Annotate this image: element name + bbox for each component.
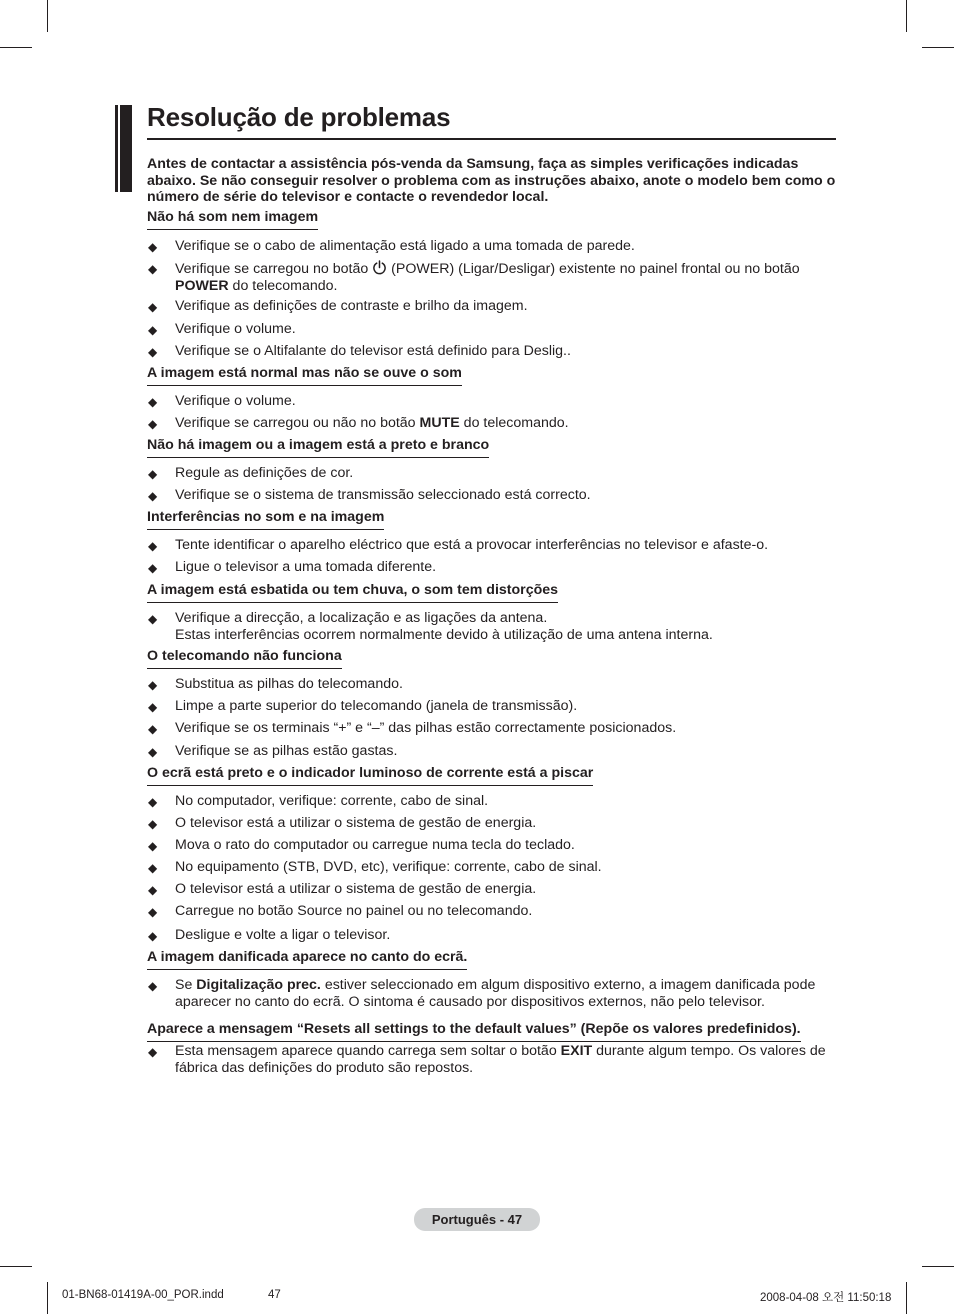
section-heading: Aparece a mensagem “Resets all settings to the default values” (Repõe os valores predefinidos). bbox=[147, 1021, 801, 1042]
text-run: O televisor está a utilizar o sistema de gestão de energia. bbox=[175, 815, 537, 831]
list-item-text bbox=[175, 1043, 837, 1076]
crop-mark bbox=[922, 47, 954, 48]
list-item-text bbox=[175, 837, 837, 854]
crop-mark bbox=[47, 1282, 48, 1314]
section-heading: O ecrã está preto e o indicador luminoso de corrente está a piscar bbox=[147, 765, 593, 786]
bullet-diamond-icon: ◆ bbox=[148, 489, 158, 503]
bold-term: POWER bbox=[175, 277, 229, 294]
bullet-diamond-icon: ◆ bbox=[148, 795, 158, 809]
bullet-diamond-icon: ◆ bbox=[148, 345, 158, 359]
text-run: No computador, verifique: corrente, cabo de sinal. bbox=[175, 793, 489, 809]
bold-term: Digitalização prec. bbox=[196, 977, 321, 993]
title-side-bars bbox=[115, 105, 132, 192]
footer-datetime: 2008-04-08 오전 11:50:18 bbox=[760, 1292, 892, 1304]
text-run: Verifique se o Altifalante do televisor está definido para Deslig.. bbox=[175, 343, 571, 359]
list-item-text bbox=[175, 743, 837, 760]
text-run: O televisor está a utilizar o sistema de gestão de energia. bbox=[175, 881, 537, 897]
text-run: Substitua as pilhas do telecomando. bbox=[175, 676, 403, 692]
list-item-text bbox=[175, 260, 837, 294]
power-icon bbox=[372, 261, 387, 277]
footer-page: 47 bbox=[268, 1289, 281, 1301]
list-item-text bbox=[175, 343, 837, 360]
bullet-diamond-icon: ◆ bbox=[148, 323, 158, 337]
side-bar-thick bbox=[120, 105, 132, 192]
section-heading: A imagem está esbatida ou tem chuva, o som tem distorções bbox=[147, 582, 558, 603]
section-heading: A imagem está normal mas não se ouve o som bbox=[147, 365, 462, 386]
section-heading: Não há som nem imagem bbox=[147, 209, 318, 230]
section-heading: Interferências no som e na imagem bbox=[147, 509, 384, 530]
bullet-diamond-icon: ◆ bbox=[148, 929, 158, 943]
text-run: Verifique se as pilhas estão gastas. bbox=[175, 743, 398, 759]
crop-mark bbox=[906, 0, 907, 32]
list-item-text bbox=[175, 610, 837, 643]
text-run: durante algum tempo. Os valores de fábrica das definições do produto são repostos. bbox=[175, 1043, 826, 1076]
text-run: Verifique se os terminais “+” e “–” das pilhas estão correctamente posicionados. bbox=[175, 720, 677, 736]
text-run: Desligue e volte a ligar o televisor. bbox=[175, 927, 391, 943]
list-item-text bbox=[175, 793, 837, 810]
title-rule bbox=[147, 138, 836, 140]
text-run: Verifique o volume. bbox=[175, 321, 296, 337]
bullet-diamond-icon: ◆ bbox=[148, 839, 158, 853]
list-item-text bbox=[175, 415, 837, 432]
text-run: (POWER) (Ligar/Desligar) existente no painel frontal ou no botão bbox=[387, 261, 800, 277]
text-run: do telecomando. bbox=[459, 415, 569, 431]
text-run: Carregue no botão Source no painel ou no telecomando. bbox=[175, 903, 533, 919]
bold-term: EXIT bbox=[560, 1043, 593, 1059]
footer-file-name: 01-BN68-01419A-00_POR.indd bbox=[62, 1289, 224, 1301]
bullet-diamond-icon: ◆ bbox=[148, 861, 158, 875]
page-number-badge: Português - 47 bbox=[414, 1208, 540, 1231]
list-item-text bbox=[175, 321, 837, 338]
text-run: Verifique o volume. bbox=[175, 393, 296, 409]
bullet-diamond-icon: ◆ bbox=[148, 905, 158, 919]
intro-paragraph: Antes de contactar a assistência pós-venda da Samsung, faça as simples verificações indicadas abaixo. Se não conseguir resolver o problema com as instruções abaixo, anote o modelo bem como o número de série do televisor e contacte o revendedor local. bbox=[147, 156, 836, 205]
text-run: do telecomando. bbox=[228, 277, 338, 294]
text-run: Se bbox=[175, 977, 197, 993]
text-run: Esta mensagem aparece quando carrega sem soltar o botão bbox=[175, 1043, 561, 1059]
list-item-text bbox=[175, 537, 837, 554]
list-item-text bbox=[175, 698, 837, 715]
text-run: Mova o rato do computador ou carregue numa tecla do teclado. bbox=[175, 837, 575, 853]
text-run: Verifique se o cabo de alimentação está ligado a uma tomada de parede. bbox=[175, 238, 635, 254]
section-heading: O telecomando não funciona bbox=[147, 648, 342, 669]
list-item-text bbox=[175, 881, 837, 898]
list-item-text bbox=[175, 859, 837, 876]
bullet-diamond-icon: ◆ bbox=[148, 883, 158, 897]
section-heading: Não há imagem ou a imagem está a preto e branco bbox=[147, 437, 489, 458]
bullet-diamond-icon: ◆ bbox=[148, 262, 158, 276]
bold-term: MUTE bbox=[419, 415, 460, 431]
text-run: No equipamento (STB, DVD, etc), verifique: corrente, cabo de sinal. bbox=[175, 859, 602, 875]
crop-mark bbox=[0, 47, 32, 48]
bullet-diamond-icon: ◆ bbox=[148, 817, 158, 831]
list-item-text bbox=[175, 238, 837, 255]
text-run: Tente identificar o aparelho eléctrico que está a provocar interferências no televisor e afaste-o. bbox=[175, 537, 769, 553]
bullet-diamond-icon: ◆ bbox=[148, 417, 158, 431]
list-item-text bbox=[175, 927, 837, 944]
bullet-diamond-icon: ◆ bbox=[148, 240, 158, 254]
section-heading: A imagem danificada aparece no canto do ecrã. bbox=[147, 949, 467, 970]
text-run: estiver seleccionado em algum dispositivo externo, a imagem danificada pode aparecer no canto do ecrã. O sintoma é causado por dispositivos externos, não pelo televisor. bbox=[175, 977, 816, 1010]
bullet-diamond-icon: ◆ bbox=[148, 467, 158, 481]
list-item-text bbox=[175, 903, 837, 920]
crop-mark bbox=[906, 1282, 907, 1314]
bullet-diamond-icon: ◆ bbox=[148, 561, 158, 575]
bullet-diamond-icon: ◆ bbox=[148, 722, 158, 736]
crop-mark bbox=[922, 1266, 954, 1267]
list-item-text bbox=[175, 977, 837, 1010]
list-item-text bbox=[175, 676, 837, 693]
text-run: Verifique as definições de contraste e brilho da imagem. bbox=[175, 298, 528, 314]
bullet-diamond-icon: ◆ bbox=[148, 700, 158, 714]
bullet-diamond-icon: ◆ bbox=[148, 612, 158, 626]
bullet-diamond-icon: ◆ bbox=[148, 678, 158, 692]
text-run: Limpe a parte superior do telecomando (janela de transmissão). bbox=[175, 698, 578, 714]
text-run: Verifique a direcção, a localização e as ligações da antena. bbox=[175, 610, 548, 626]
list-item-text bbox=[175, 815, 837, 832]
side-bar-thin bbox=[115, 105, 118, 192]
page-title: Resolução de problemas bbox=[147, 102, 451, 132]
list-item-text bbox=[175, 559, 837, 576]
list-item-text bbox=[175, 465, 837, 482]
bullet-diamond-icon: ◆ bbox=[148, 539, 158, 553]
bullet-diamond-icon: ◆ bbox=[148, 1045, 158, 1059]
list-item-text bbox=[175, 298, 837, 315]
text-run: Estas interferências ocorrem normalmente devido à utilização de uma antena interna. bbox=[175, 626, 713, 643]
crop-mark bbox=[47, 0, 48, 32]
crop-mark bbox=[0, 1266, 32, 1267]
list-item-text bbox=[175, 393, 837, 410]
text-run: Verifique se o sistema de transmissão seleccionado está correcto. bbox=[175, 487, 591, 503]
bullet-diamond-icon: ◆ bbox=[148, 979, 158, 993]
list-item-text bbox=[175, 720, 837, 737]
text-run: Regule as definições de cor. bbox=[175, 465, 354, 481]
list-item-text bbox=[175, 487, 837, 504]
text-run: Verifique se carregou no botão bbox=[175, 261, 373, 277]
bullet-diamond-icon: ◆ bbox=[148, 395, 158, 409]
text-run: Ligue o televisor a uma tomada diferente. bbox=[175, 559, 437, 575]
bullet-diamond-icon: ◆ bbox=[148, 300, 158, 314]
bullet-diamond-icon: ◆ bbox=[148, 745, 158, 759]
text-run: Verifique se carregou ou não no botão bbox=[175, 415, 420, 431]
